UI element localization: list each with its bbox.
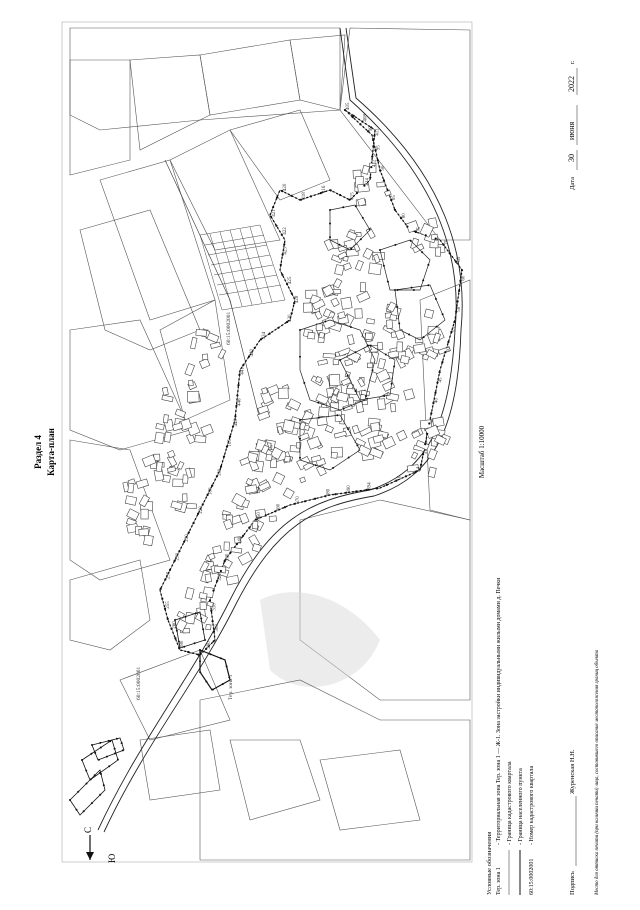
boundary-point [386, 484, 388, 486]
boundary-point [174, 637, 176, 639]
boundary-point [369, 229, 371, 231]
boundary-point [299, 438, 301, 440]
point-number: 50 [446, 347, 452, 353]
boundary-point [299, 419, 301, 421]
boundary-point [383, 265, 385, 267]
boundary-point [280, 264, 282, 266]
building [331, 452, 337, 458]
boundary-point [161, 598, 163, 600]
boundary-point [355, 390, 357, 392]
building [202, 354, 208, 360]
boundary-point [169, 569, 171, 571]
point-number: 99 [369, 126, 375, 132]
building [377, 399, 385, 410]
boundary-point [458, 290, 460, 292]
building [355, 309, 363, 319]
boundary-point [372, 145, 374, 147]
point-number: 85 [392, 195, 398, 200]
point-number: 36 [430, 418, 436, 424]
point-number: 75 [416, 227, 422, 232]
boundary-point [391, 383, 393, 385]
building [187, 503, 197, 508]
boundary-point [291, 292, 293, 294]
building [367, 363, 372, 368]
boundary-point [457, 300, 459, 302]
boundary-point [425, 234, 427, 236]
building [413, 344, 425, 354]
boundary-point [336, 414, 338, 416]
boundary-point [281, 274, 283, 276]
building [139, 529, 149, 536]
boundary-point [387, 281, 389, 283]
boundary-point [187, 651, 189, 653]
boundary-point [453, 321, 455, 323]
point-number: 10 [397, 475, 403, 481]
boundary-point [394, 209, 396, 211]
boundary-point [329, 209, 331, 211]
boundary-point [442, 313, 444, 315]
building [390, 403, 395, 412]
boundary-point [436, 326, 438, 328]
point-number: 415 [350, 192, 356, 200]
date-day: 30 [567, 154, 576, 162]
signature-block [569, 749, 576, 895]
signature-label: Подпись [569, 871, 576, 895]
boundary-point [356, 444, 358, 446]
building [200, 602, 206, 609]
point-number: 440 [250, 349, 255, 357]
boundary-point [277, 327, 279, 329]
boundary-point [376, 487, 378, 489]
legend-item-1-text: - Территориальная зона Тер. зона 1 — Ж-1. Зона застройки индивидуальными жилыми домами д. Печки [496, 577, 502, 845]
point-number: 448 [234, 419, 239, 427]
legend-item-4-code: 60:15:0002001 [529, 858, 535, 895]
building [308, 332, 316, 339]
zone-label: Тер. зона 1 [228, 674, 234, 700]
section-subtitle: Карта-план [46, 428, 56, 476]
boundary-point [276, 196, 278, 198]
boundary-point [360, 238, 362, 240]
boundary-point [248, 526, 250, 528]
boundary-point [290, 195, 292, 197]
boundary-point [299, 356, 301, 358]
date-prefix: Дата [569, 177, 576, 190]
boundary-point [202, 503, 204, 505]
boundary-point [365, 395, 367, 397]
building [362, 401, 367, 405]
point-number: 236 [175, 553, 181, 561]
point-number: 260 [172, 621, 178, 629]
section-title: Раздел 4 [33, 435, 43, 469]
point-number: 24 [416, 467, 422, 472]
building [128, 483, 134, 493]
point-number: 330 [225, 553, 231, 562]
boundary-point [441, 361, 443, 363]
building [252, 521, 258, 529]
point-number: 31 [424, 449, 430, 455]
boundary-point [410, 240, 412, 242]
building [323, 353, 335, 358]
point-number: 425 [288, 276, 294, 285]
building [125, 496, 137, 506]
boundary-point [355, 205, 357, 207]
boundary-point [220, 466, 222, 468]
boundary-point [284, 506, 286, 508]
point-number: 416 [321, 185, 327, 194]
boundary-point [339, 194, 341, 196]
boundary-point [314, 498, 316, 500]
building [196, 329, 207, 336]
point-number: 58 [457, 306, 463, 312]
legend-title: Условные обозначения [486, 831, 493, 895]
boundary-point [347, 428, 349, 430]
date-block [567, 60, 577, 190]
boundary-point [439, 371, 441, 373]
boundary-point [347, 375, 349, 377]
boundary-point [394, 289, 396, 291]
point-number: 60 [461, 275, 467, 281]
point-number: 394 [367, 482, 373, 490]
point-number: 422 [282, 227, 288, 235]
boundary-point [342, 206, 344, 208]
boundary-point [406, 226, 408, 228]
point-number: 446 [237, 398, 243, 406]
point-number: 360 [276, 503, 282, 512]
boundary-point [408, 334, 410, 336]
boundary-point [242, 364, 244, 366]
boundary-point [356, 192, 358, 194]
building [377, 182, 385, 187]
building [224, 542, 229, 550]
boundary-point [229, 436, 231, 438]
boundary-point [304, 500, 306, 502]
boundary-point [236, 394, 238, 396]
boundary-point [272, 206, 274, 208]
building [206, 624, 211, 629]
point-number: 250 [166, 571, 172, 580]
building [141, 509, 148, 519]
point-number: 434 [261, 331, 267, 340]
building [435, 247, 440, 256]
legend-item-2-text: - Граница кадастрового квартала [507, 761, 513, 845]
building [278, 388, 288, 399]
building [266, 454, 272, 460]
boundary-point [424, 443, 426, 445]
north-label: С [83, 826, 93, 833]
building [390, 315, 397, 321]
point-number: 230 [185, 534, 191, 542]
boundary-point [212, 620, 214, 622]
building [371, 422, 380, 431]
building [341, 297, 352, 309]
boundary-point [343, 408, 345, 410]
point-number: 340 [237, 536, 243, 545]
building [397, 342, 403, 352]
point-number: 70 [444, 239, 450, 245]
boundary-point [209, 599, 211, 601]
boundary-point [197, 654, 199, 656]
point-number: 105 [228, 439, 233, 447]
boundary-point [393, 366, 395, 368]
boundary-point [334, 493, 336, 495]
signature-name: Журенская Н.Н. [569, 749, 576, 794]
boundary-point [426, 433, 428, 435]
point-number: 423 [283, 247, 289, 255]
boundary-point [329, 236, 331, 238]
boundary-point [234, 415, 236, 417]
boundary-point [413, 289, 415, 291]
point-number: 40 [434, 398, 440, 403]
boundary-point [387, 189, 389, 191]
quarter-label-1: 60:15:0002001 [136, 666, 142, 700]
boundary-point [366, 398, 368, 400]
date-year: 2022 [567, 76, 576, 92]
building [431, 234, 438, 240]
building [156, 462, 162, 472]
building [365, 333, 373, 340]
point-number: 380 [326, 488, 332, 497]
point-number: 350 [257, 512, 262, 520]
point-number: 280 [180, 640, 186, 649]
point-number: 390 [346, 485, 352, 493]
building [283, 419, 295, 432]
boundary-point [411, 287, 413, 289]
point-number: 310 [212, 603, 218, 611]
boundary-point [192, 522, 194, 524]
building [187, 391, 199, 402]
boundary-point [435, 298, 437, 300]
building [335, 265, 344, 276]
boundary-point [318, 417, 320, 419]
building [269, 516, 276, 522]
boundary-point [447, 341, 449, 343]
boundary-point [385, 354, 387, 356]
boundary-point [242, 535, 244, 537]
building [173, 479, 184, 487]
boundary-point [254, 347, 256, 349]
boundary-point [435, 238, 437, 240]
boundary-point [396, 306, 398, 308]
boundary-point [329, 223, 331, 225]
boundary-point [315, 464, 317, 466]
boundary-point [237, 384, 239, 386]
building [213, 546, 222, 554]
boundary-point [355, 490, 357, 492]
date-month: июня [567, 121, 576, 140]
point-number: 430 [288, 314, 294, 322]
building [155, 432, 165, 444]
boundary-point [348, 457, 350, 459]
boundary-point [372, 369, 374, 371]
legend-item-3-text: - Граница населенного пункта [518, 768, 524, 845]
point-number: 150 [217, 468, 223, 477]
boundary-point [427, 284, 429, 286]
boundary-point [379, 249, 381, 251]
building [195, 435, 206, 442]
point-number: 370 [295, 496, 301, 504]
point-number: 420 [283, 183, 289, 192]
building [205, 574, 212, 583]
legend-item-4-text: - Номер кадастрового квартала [529, 765, 535, 845]
building [358, 198, 366, 206]
boundary-point [420, 464, 422, 466]
boundary-point [188, 531, 190, 533]
boundary-point [461, 269, 463, 271]
boundary-point [398, 322, 400, 324]
point-number: 45 [438, 377, 444, 383]
boundary-point [350, 326, 352, 328]
boundary-point [324, 321, 326, 323]
boundary-point [434, 392, 436, 394]
boundary-point [275, 225, 277, 227]
point-number: 408 [363, 114, 369, 122]
boundary-point [283, 243, 285, 245]
building [386, 320, 392, 329]
point-number: 255 [166, 601, 171, 609]
building [316, 324, 322, 330]
boundary-point [397, 289, 399, 291]
boundary-point [372, 139, 374, 141]
point-number: 90 [381, 165, 387, 171]
south-label: Ю [107, 853, 117, 863]
boundary-point [332, 467, 334, 469]
boundary-point [350, 248, 352, 250]
boundary-point [362, 217, 364, 219]
building [377, 342, 383, 350]
point-number: 421 [272, 209, 278, 217]
point-number: 441 [240, 367, 246, 375]
building [199, 592, 207, 599]
boundary-point [422, 279, 424, 281]
boundary-point [211, 485, 213, 487]
point-number: 290 [207, 641, 213, 649]
boundary-point [339, 359, 341, 361]
boundary-point [359, 123, 361, 125]
building [163, 415, 168, 423]
building [329, 374, 340, 386]
point-number: 412 [372, 159, 378, 168]
legend [486, 577, 535, 895]
building [182, 494, 187, 502]
point-number: 300 [214, 624, 220, 632]
building [164, 432, 171, 442]
boundary-point [430, 412, 432, 414]
boundary-point [449, 252, 451, 254]
point-number: 414 [365, 178, 371, 186]
point-number: 320 [218, 573, 224, 581]
point-number: 411 [375, 128, 381, 136]
point-number: 220 [199, 506, 205, 514]
boundary-point [367, 344, 369, 346]
boundary-point [303, 382, 305, 384]
point-number: 428 [295, 295, 301, 304]
boundary-point [383, 179, 385, 181]
boundary-point [310, 195, 312, 197]
boundary-point [370, 345, 372, 347]
stamp-note: Место для оттиска печати (при наличии печати) лица, составившего описание местоположения границ объекта [595, 649, 600, 895]
boundary-point [421, 251, 423, 253]
building [319, 407, 330, 417]
boundary-point [383, 395, 385, 397]
building [284, 456, 290, 462]
boundary-point [299, 329, 301, 331]
boundary-point [423, 336, 425, 338]
quarter-label-2: 60:15:0002001 [226, 311, 232, 345]
point-number: 405 [346, 102, 351, 110]
boundary-point [160, 588, 162, 590]
boundary-point [355, 351, 357, 353]
building [143, 535, 153, 546]
point-number: 80 [402, 213, 408, 219]
building [366, 318, 374, 324]
boundary-point [229, 552, 231, 554]
boundary-point [265, 514, 267, 516]
point-number: 53 [452, 327, 458, 332]
building [424, 309, 433, 318]
point-number: 186 [208, 487, 214, 495]
boundary-point [427, 264, 429, 266]
boundary-point [317, 402, 319, 404]
building [369, 263, 382, 275]
point-number: 95 [376, 145, 382, 151]
boundary-point [178, 550, 180, 552]
point-number: 65 [456, 256, 462, 262]
scale-label: Масштаб 1:10000 [478, 425, 486, 479]
boundary-point [394, 244, 396, 246]
building [188, 380, 193, 386]
building [214, 566, 226, 573]
point-number: 418 [302, 192, 307, 200]
boundary-point [330, 189, 332, 191]
boundary-point [269, 333, 271, 335]
boundary-point [405, 475, 407, 477]
boundary-point [371, 156, 373, 158]
building [360, 283, 365, 292]
boundary-point [291, 312, 293, 314]
building [333, 360, 338, 365]
boundary-point [223, 456, 225, 458]
boundary-point [212, 590, 214, 592]
boundary-point [213, 640, 215, 642]
boundary-point [220, 570, 222, 572]
date-suffix: г. [569, 60, 576, 64]
boundary-point [167, 618, 169, 620]
building [319, 332, 325, 338]
building [400, 355, 409, 364]
boundary-point [352, 116, 354, 118]
boundary-point [299, 457, 301, 459]
legend-item-1-code: Тер. зона 1 [496, 867, 502, 895]
boundary-point [339, 244, 341, 246]
